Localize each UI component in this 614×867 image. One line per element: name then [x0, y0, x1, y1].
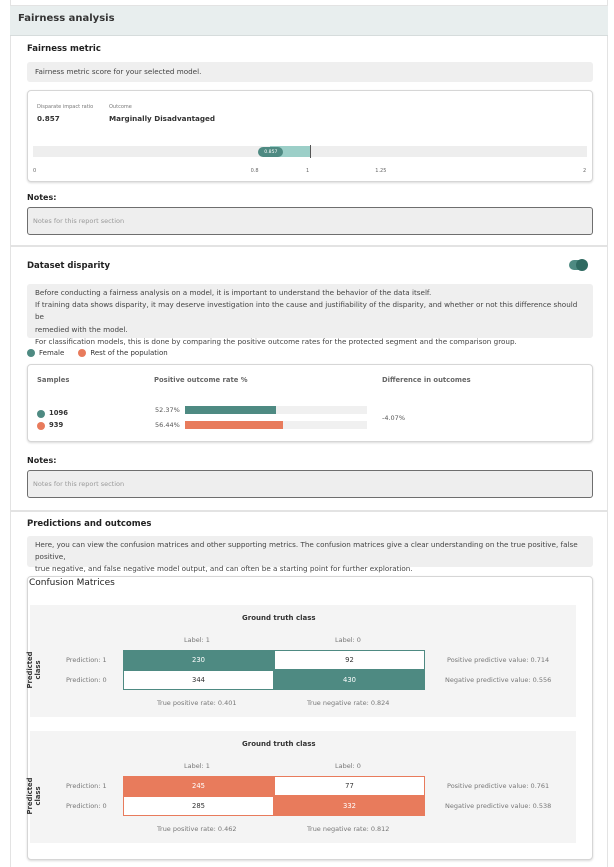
- scale-marker-badge: 0.857: [258, 147, 283, 157]
- scale-tick-label: 0.8: [250, 168, 259, 174]
- confusion-matrices-title: Confusion Matrices: [29, 578, 115, 588]
- ratio-label: Disparate impact ratio: [37, 104, 94, 110]
- true-negative-rate: True negative rate: 0.812: [307, 825, 390, 833]
- outcome-value: Marginally Disadvantaged: [109, 114, 216, 123]
- desc-line: Before conducting a fairness analysis on a model, it is important to understand the behavior of the data itself.: [35, 288, 432, 297]
- row-label: Prediction: 0: [66, 676, 107, 684]
- row-dot-rest: [37, 422, 45, 430]
- matrix-cell: 285: [123, 796, 274, 816]
- desc-line: Here, you can view the confusion matrices and other supporting metrics. The confusion matrices give a clear understanding on the true positive, false positive,: [35, 540, 578, 562]
- difference-value: -4.07%: [382, 414, 405, 422]
- predicted-class-axis: Predicted class: [26, 651, 42, 689]
- legend-swatch-rest: [78, 349, 86, 357]
- scale-tick-label: 1: [306, 168, 310, 174]
- predictions-title: Predictions and outcomes: [27, 519, 152, 529]
- matrix-cell: 430: [274, 670, 425, 690]
- row-label: Prediction: 0: [66, 802, 107, 810]
- ratio-value: 0.857: [37, 114, 60, 123]
- negative-predictive-value: Negative predictive value: 0.556: [445, 676, 552, 684]
- legend-label: Rest of the population: [90, 349, 168, 357]
- true-positive-rate: True positive rate: 0.401: [157, 699, 237, 707]
- rate-label: 56.44%: [155, 421, 180, 429]
- legend-label: Female: [39, 349, 65, 357]
- col-header-difference: Difference in outcomes: [382, 376, 471, 384]
- predictions-description: [27, 536, 593, 574]
- row-label: Prediction: 1: [66, 782, 107, 790]
- fairness-metric-title: Fairness metric: [27, 44, 101, 54]
- section-divider-2: [10, 510, 608, 512]
- col-header-samples: Samples: [37, 376, 70, 384]
- matrix-cell: 92: [274, 650, 425, 670]
- matrix-cell: 77: [274, 776, 425, 796]
- scale-reference-line: [310, 145, 311, 158]
- scale-tick-label: 2: [583, 168, 587, 174]
- scale-tick-label: 1.25: [375, 168, 387, 174]
- desc-line: For classification models, this is done by comparing the positive outcome rates for the protected segment and the comparison group.: [35, 336, 517, 346]
- desc-line: true negative, and false negative model output, and can often be a starting point for further exploration.: [35, 564, 413, 574]
- rate-bar-fill-female: [185, 406, 276, 414]
- fairness-metric-card: [27, 90, 593, 182]
- left-border: [10, 36, 11, 867]
- rate-bar-track: [185, 421, 367, 429]
- dataset-disparity-title: Dataset disparity: [27, 261, 111, 271]
- rate-bar-fill-rest: [185, 421, 283, 429]
- desc-line: remedied with the model.: [35, 324, 128, 334]
- ground-truth-header: Ground truth class: [242, 740, 316, 748]
- notes-field-2[interactable]: Notes for this report section: [27, 470, 593, 498]
- negative-predictive-value: Negative predictive value: 0.538: [445, 802, 552, 810]
- col-label: Label: 0: [335, 762, 361, 770]
- row-dot-female: [37, 410, 45, 418]
- notes-label-2: Notes:: [27, 456, 57, 465]
- ground-truth-header: Ground truth class: [242, 614, 316, 622]
- predicted-class-axis: Predicted class: [26, 777, 42, 815]
- notes-field-1[interactable]: Notes for this report section: [27, 207, 593, 235]
- legend-swatch-female: [27, 349, 35, 357]
- disparity-table: [27, 364, 593, 442]
- row-label: Prediction: 1: [66, 656, 107, 664]
- matrix-cell: 332: [274, 796, 425, 816]
- notes-label-1: Notes:: [27, 193, 57, 202]
- right-border: [607, 36, 608, 867]
- disparity-toggle[interactable]: [569, 260, 587, 270]
- page-title: Fairness analysis: [18, 13, 115, 24]
- rate-label: 52.37%: [155, 406, 180, 414]
- col-header-rate: Positive outcome rate %: [154, 376, 248, 384]
- dataset-disparity-description: [27, 284, 593, 346]
- matrix-cell: 230: [123, 650, 274, 670]
- rate-bar-track: [185, 406, 367, 414]
- true-positive-rate: True positive rate: 0.462: [157, 825, 237, 833]
- toggle-knob: [576, 259, 588, 271]
- legend: [27, 349, 168, 357]
- true-negative-rate: True negative rate: 0.824: [307, 699, 390, 707]
- matrix-cell: 344: [123, 670, 274, 690]
- positive-predictive-value: Positive predictive value: 0.761: [447, 782, 550, 790]
- col-label: Label: 1: [184, 636, 210, 644]
- outcome-label: Outcome: [109, 104, 132, 110]
- positive-predictive-value: Positive predictive value: 0.714: [447, 656, 550, 664]
- col-label: Label: 1: [184, 762, 210, 770]
- desc-line: If training data shows disparity, it may deserve investigation into the cause and justifiability of the disparity, and whether or not this difference should be: [35, 300, 578, 322]
- matrix-cell: 245: [123, 776, 274, 796]
- col-label: Label: 0: [335, 636, 361, 644]
- samples-value: 1096: [49, 409, 68, 417]
- scale-tick-label: 0: [33, 168, 37, 174]
- section-divider-1: [10, 245, 608, 247]
- fairness-metric-description: Fairness metric score for your selected model.: [27, 62, 593, 82]
- samples-value: 939: [49, 421, 64, 429]
